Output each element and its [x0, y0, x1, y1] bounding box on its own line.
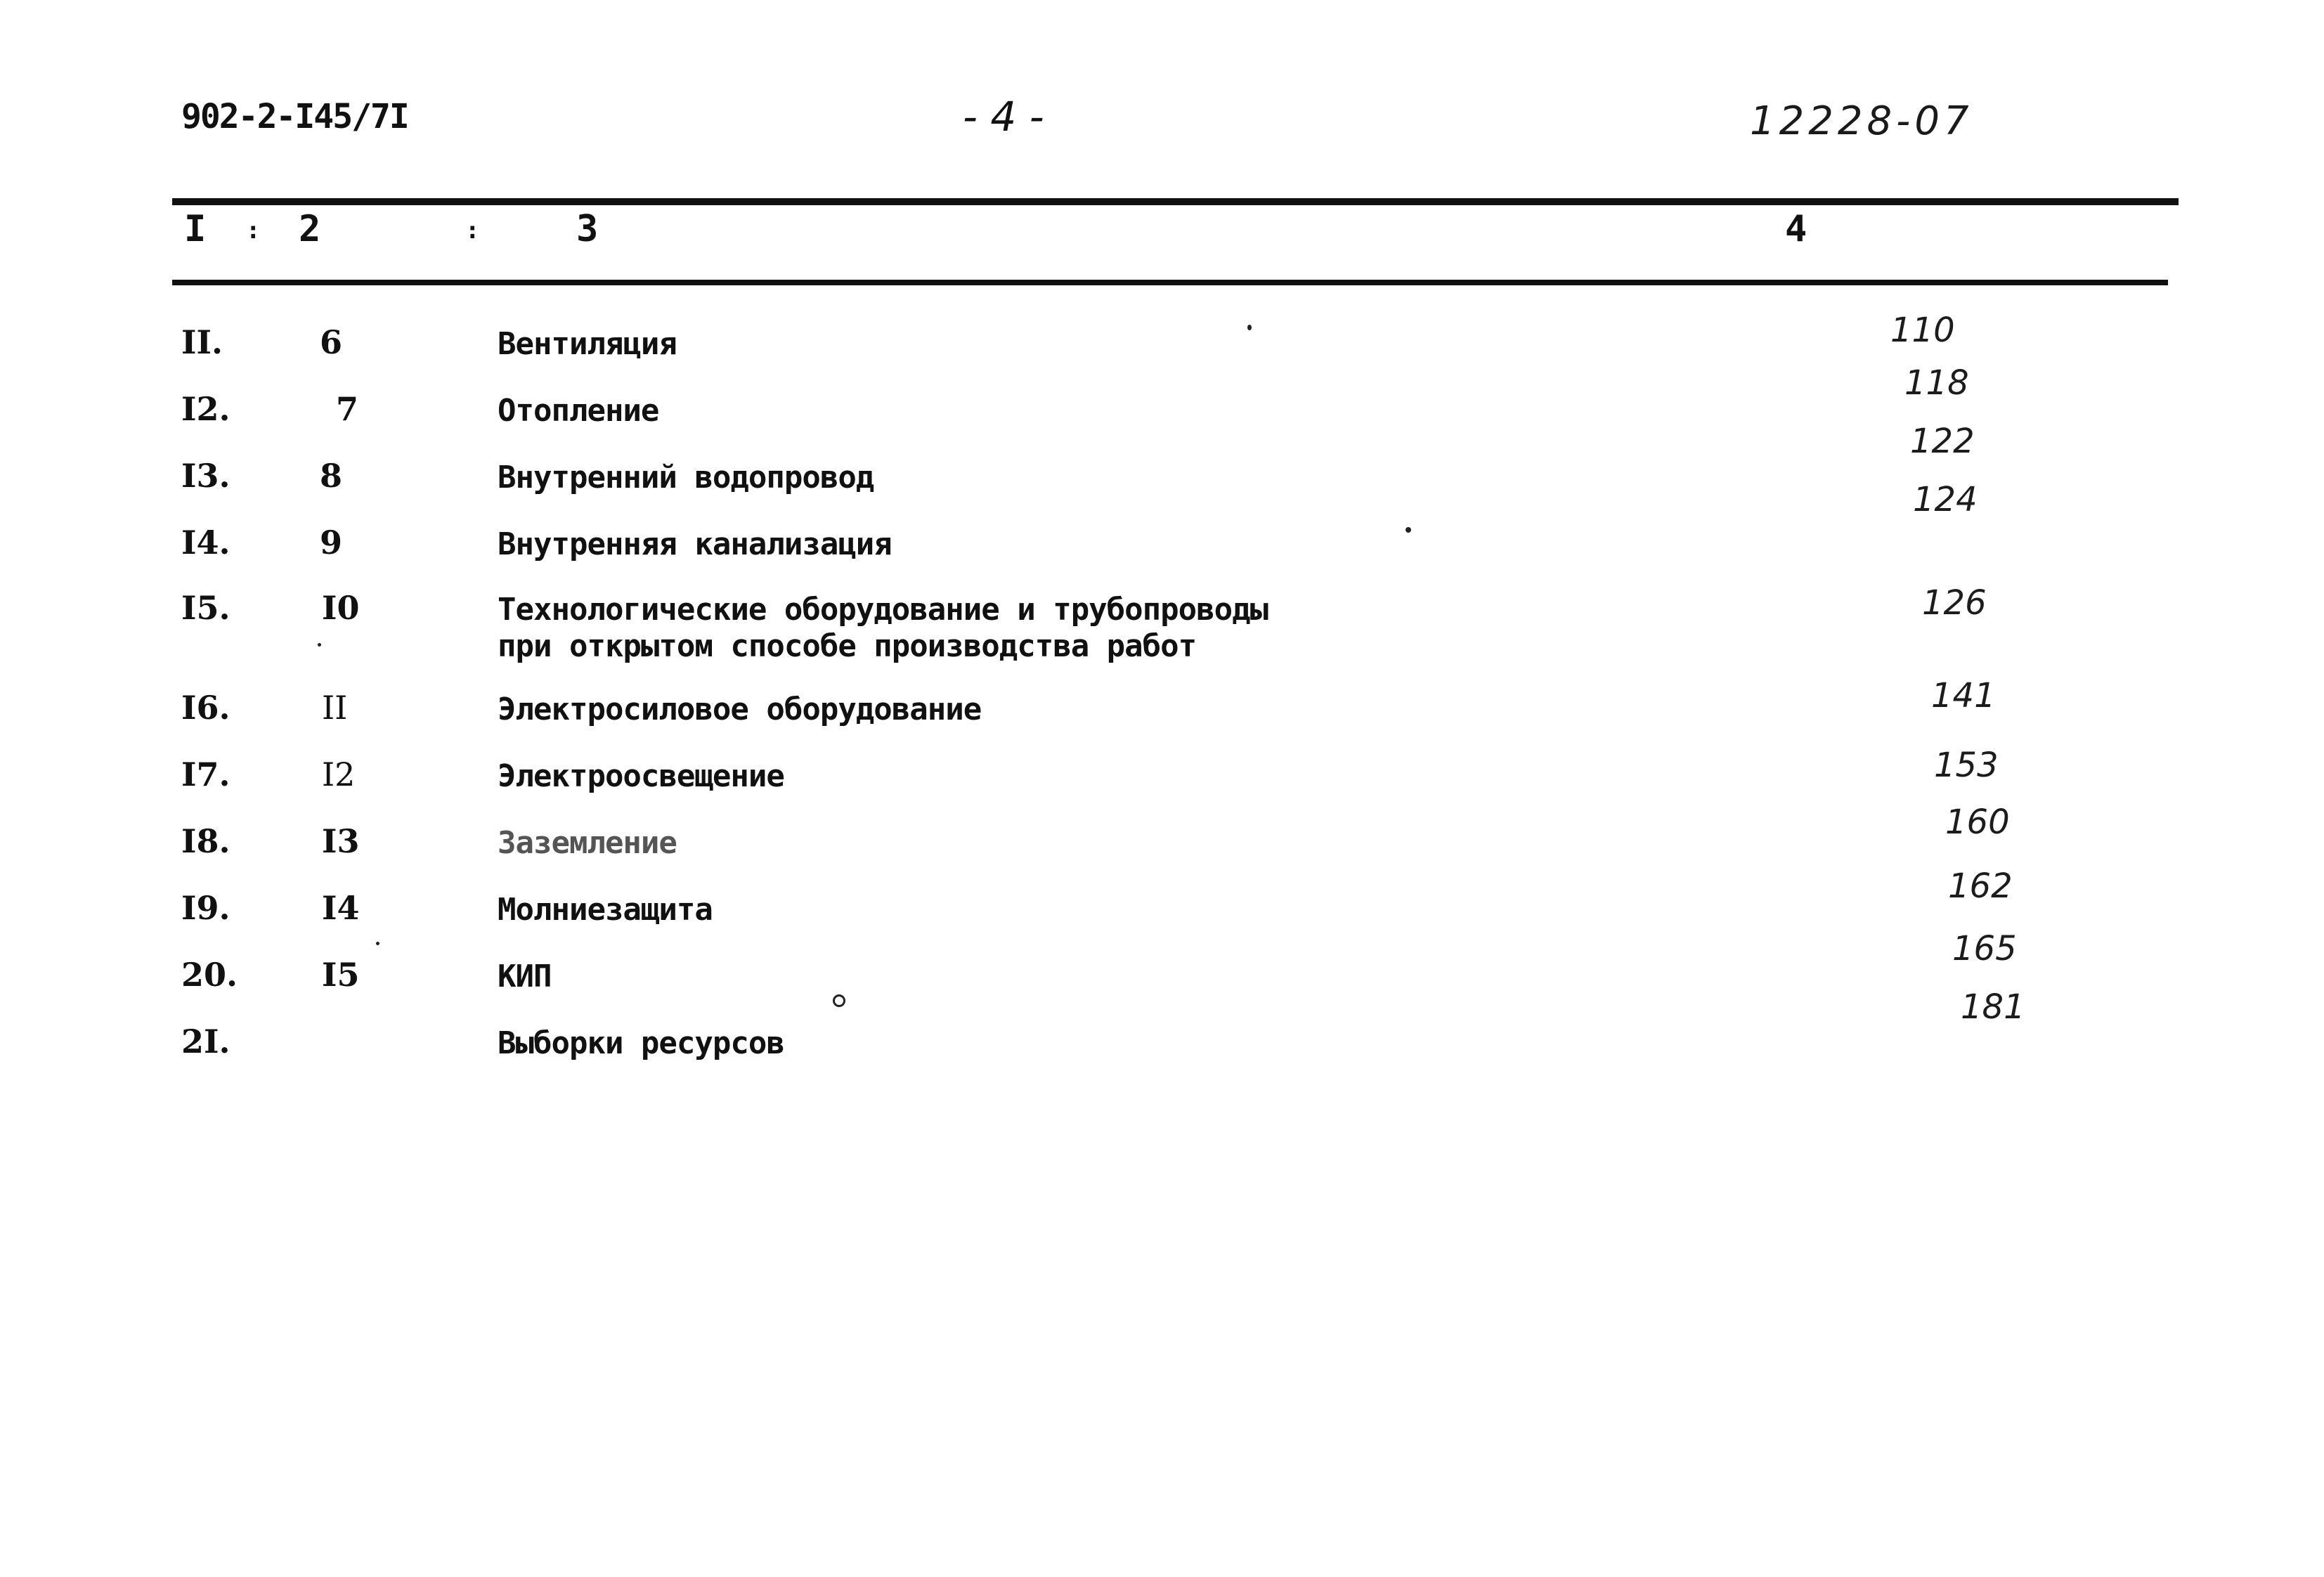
table-row [0, 583, 2324, 673]
row-number: I5. [181, 589, 231, 627]
row-page: 160 [1945, 803, 2010, 842]
row-title: Внутренний водопровод [498, 460, 874, 495]
table-row [0, 676, 2324, 752]
row-section: I3 [322, 822, 360, 860]
row-page: 110 [1890, 311, 1955, 350]
row-title-line: Технологические оборудование и трубопроводы [498, 592, 1268, 628]
row-page: 126 [1922, 583, 1987, 623]
scan-speck [318, 643, 321, 647]
row-section: 8 [320, 457, 343, 495]
row-section: 7 [336, 390, 359, 428]
row-title [498, 592, 1268, 665]
row-number: II. [181, 323, 223, 361]
row-title: Электросиловое оборудование [498, 692, 982, 727]
row-page: 165 [1952, 929, 2017, 968]
row-number: I8. [181, 822, 231, 860]
row-number: I9. [181, 889, 231, 927]
scan-speck [1406, 527, 1411, 533]
row-title: Заземление [498, 825, 677, 861]
row-title: Внутренняя канализация [498, 526, 892, 562]
row-number: I6. [181, 689, 231, 727]
row-section: I2 [322, 755, 356, 793]
inventory-number: 12228-07 [1750, 98, 1973, 144]
row-title: Выборки ресурсов [498, 1025, 784, 1061]
row-page: 141 [1931, 676, 1996, 715]
table-row [0, 363, 2324, 453]
row-section: II [322, 689, 348, 727]
row-title: Электроосвещение [498, 758, 784, 794]
row-number: I7. [181, 755, 231, 793]
scan-speck [833, 994, 845, 1007]
row-title: Молниезащита [498, 892, 713, 928]
row-page: 181 [1961, 987, 2025, 1027]
column-separator: : [246, 216, 261, 245]
table-row [0, 987, 2324, 1086]
row-page: 162 [1948, 867, 2013, 906]
header-rule [172, 280, 2168, 285]
row-title: КИП [498, 959, 552, 994]
row-section: 6 [320, 323, 343, 361]
scan-speck [376, 942, 379, 945]
scan-speck [1247, 325, 1252, 330]
column-header-4: 4 [1785, 208, 1807, 250]
document-code: 902-2-I45/7I [181, 97, 408, 136]
row-number: 20. [181, 956, 238, 994]
column-separator: : [465, 216, 480, 245]
row-page: 153 [1934, 746, 1999, 785]
row-number: I3. [181, 457, 231, 495]
row-title: Отопление [498, 393, 659, 429]
column-header-1: I [184, 208, 207, 250]
row-title-line: при открытом способе производства работ [498, 628, 1197, 664]
row-page: 124 [1913, 480, 1978, 519]
row-section: 9 [320, 524, 343, 562]
row-page: 118 [1904, 363, 1969, 403]
row-section: I5 [322, 956, 360, 994]
column-header-2: 2 [299, 208, 321, 250]
row-section: I4 [322, 889, 360, 927]
column-header-3: 3 [576, 208, 599, 250]
top-rule [172, 198, 2179, 205]
table-row [0, 311, 2324, 387]
row-section: I0 [322, 589, 360, 627]
row-number: I4. [181, 524, 231, 562]
row-title: Вентиляция [498, 326, 677, 362]
table-row [0, 480, 2324, 587]
row-number: I2. [181, 390, 231, 428]
row-number: 2I. [181, 1023, 231, 1060]
row-page: 122 [1910, 422, 1975, 461]
page-number: - 4 - [963, 93, 1044, 141]
